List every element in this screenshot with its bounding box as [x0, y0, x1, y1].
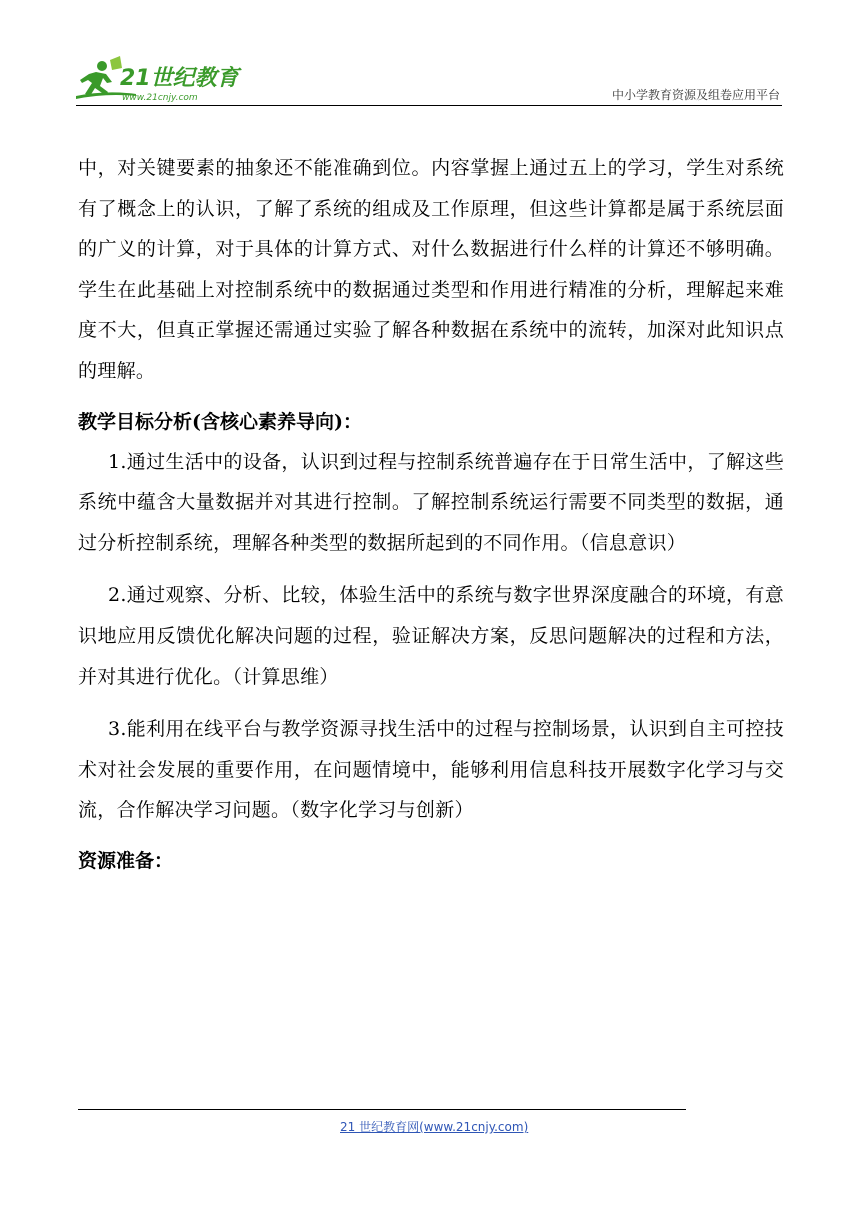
page-header: [0, 0, 860, 110]
header-divider: [76, 105, 782, 106]
goal-item-3: 3.能利用在线平台与教学资源寻找生活中的过程与控制场景，认识到自主可控技术对社会发展的重要作用，在问题情境中，能够利用信息科技开展数字化学习与交流，合作解决学习问题。（数字化学习与创新）: [78, 718, 784, 822]
footer-divider: [78, 1109, 686, 1110]
goal-item-1: 1.通过生活中的设备，认识到过程与控制系统普遍存在于日常生活中，了解这些系统中蕴含大量数据并对其进行控制。了解控制系统运行需要不同类型的数据，通过分析控制系统，理解各种类型的数据所起到的不同作用。（信息意识）: [78, 450, 784, 554]
goal-item-2: 2.通过观察、分析、比较，体验生活中的系统与数字世界深度融合的环境，有意识地应用反馈优化解决问题的过程，验证解决方案，反思问题解决的过程和方法，并对其进行优化。（计算思维）: [78, 584, 784, 688]
footer-site-link[interactable]: 21 世纪教育网(www.21cnjy.com): [340, 1120, 529, 1134]
analysis-paragraph: 中，对关键要素的抽象还不能准确到位。内容掌握上通过五上的学习，学生对系统有了概念上的认识，了解了系统的组成及工作原理，但这些计算都是属于系统层面的广义的计算，对于具体的计算方式、对什么数据进行什么样的计算还不够明确。学生在此基础上对控制系统中的数据通过类型和作用进行精准的分析，理解起来难度不大，但真正掌握还需通过实验了解各种数据在系统中的流转，加深对此知识点的理解。: [78, 157, 784, 382]
logo-url: www.21cnjy.com: [122, 93, 198, 103]
goals-heading: 教学目标分析(含核心素养导向)：: [78, 410, 362, 433]
platform-name: 中小学教育资源及组卷应用平台: [611, 88, 780, 102]
logo-text: 21世纪教育: [120, 66, 239, 91]
document-body: [78, 148, 784, 881]
site-logo: [76, 52, 246, 106]
resources-heading: 资源准备：: [78, 849, 174, 872]
